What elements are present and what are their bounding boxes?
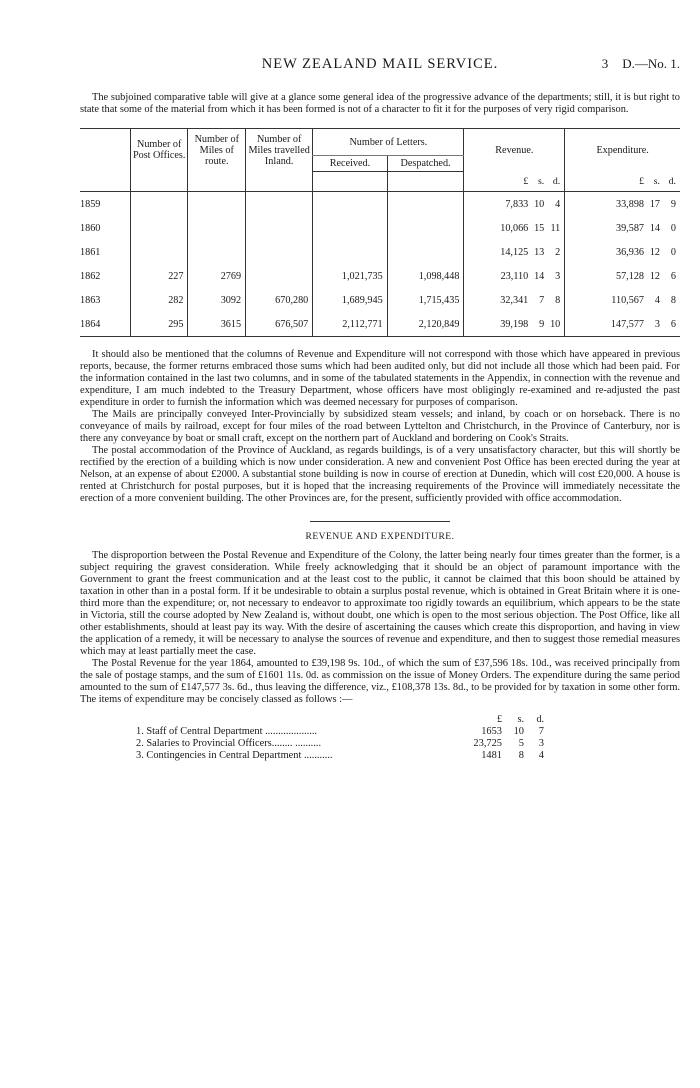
received-cell: 2,112,771 xyxy=(313,312,387,337)
miles-route-cell: 3615 xyxy=(188,312,246,337)
received-cell: 1,021,735 xyxy=(313,264,387,288)
received-cell: 1,689,945 xyxy=(313,288,387,312)
table-row xyxy=(80,192,680,217)
offices-cell xyxy=(130,192,188,217)
miles-travelled-cell xyxy=(246,216,313,240)
table-row xyxy=(80,264,680,288)
miles-route-cell xyxy=(188,192,246,217)
revenue-header: Revenue. xyxy=(464,129,565,172)
miles-travelled-header: Number of Miles travelled Inland. xyxy=(246,129,313,172)
year-cell: 1859 xyxy=(80,198,101,210)
list-item xyxy=(80,750,680,762)
miles-travelled-cell xyxy=(246,192,313,217)
table-row xyxy=(80,240,680,264)
revenue-cell: 32,341 7 8 xyxy=(464,288,565,312)
miles-route-cell: 3092 xyxy=(188,288,246,312)
comparative-table xyxy=(80,128,680,337)
despatched-cell: 1,715,435 xyxy=(387,288,464,312)
miles-travelled-cell xyxy=(246,240,313,264)
body-text xyxy=(80,349,680,505)
table-body xyxy=(80,192,680,337)
miles-route-cell: 2769 xyxy=(188,264,246,288)
item-amount: 23,725 5 3 xyxy=(473,738,544,749)
year-cell: 1860 xyxy=(80,222,101,234)
offices-cell: 227 xyxy=(130,264,188,288)
section-title: REVENUE AND EXPENDITURE. xyxy=(305,532,455,542)
year-cell: 1864 xyxy=(80,312,130,337)
offices-cell xyxy=(130,216,188,240)
miles-route-header: Number of Miles of route. xyxy=(188,129,246,172)
document-reference: D.—No. 1. xyxy=(622,56,680,71)
despatched-cell xyxy=(387,240,464,264)
expenditure-cell: 147,577 3 6 xyxy=(565,312,680,337)
revenue-cell: 14,125 13 2 xyxy=(464,240,565,264)
expenditure-cell: 36,936 12 0 xyxy=(565,240,680,264)
item-amount: 1481 8 4 xyxy=(481,750,544,761)
expenditure-cell: 33,898 17 9 xyxy=(565,192,680,217)
page-number: 3 xyxy=(601,56,609,71)
offices-cell: 282 xyxy=(130,288,188,312)
offices-cell: 295 xyxy=(130,312,188,337)
year-cell: 1863 xyxy=(80,294,101,306)
year-cell: 1862 xyxy=(80,270,101,282)
units-row: £ s. d. £ s. d. xyxy=(80,172,680,192)
intro-paragraph: The subjoined comparative table will give at a glance some general idea of the progressive advance of the departments; still, it is but right to state that some of the material from which it has been formed is not of a character to fit it for the purposes of very rigid comparison. xyxy=(80,92,680,115)
paragraph: The Postal Revenue for the year 1864, amounted to £39,198 9s. 10d., of which the sum of £37,596 18s. 10d., was received principally from the sale of postage stamps, and the sum of £1601 11s. 0d. as commission on the issue of Money Orders. The expenditure during the same period amounted to the sum of £147,577 3s. 6d., thus leaving the difference, viz., £108,378 13s. 8d., to be provided for by taxation in some other form. The items of expenditure may be concisely classed as follows :— xyxy=(80,658,680,705)
received-cell xyxy=(313,216,387,240)
paragraph: The disproportion between the Postal Revenue and Expenditure of the Colony, the latter being nearly four times greater than the former, is a subject requiring the gravest consideration. While freely acknowledging that it should be an object of paramount importance with the Government to grant the freest communication and at the least cost to the public, it cannot be claimed that this boon should be attained by taxation in other than in a postal form. If it be undesirable to obtain a surplus postal revenue, which is obtained in Great Britain where it is one-third more than the expenditure; or, not necessary to endeavor to approximate too rigidly towards an equilibrium, which appears to be the state in Victoria, still the course adopted by New Zealand is, without doubt, one which is open to the most serious objection. The Post Office, like all other establishments, should at least pay its way. With the desire of ascertaining the causes which create this disproportion, and having in view the application of a remedy, it will be necessary to analyse the sources of revenue and expenditure, and then to suggest those remedial measures which may at least partially meet the case. xyxy=(80,550,680,657)
item-label: 3. Contingencies in Central Department ........... xyxy=(136,750,333,761)
despatched-header: Despatched. xyxy=(387,156,464,172)
page-header xyxy=(80,56,680,80)
despatched-cell xyxy=(387,216,464,240)
despatched-cell: 2,120,849 xyxy=(387,312,464,337)
revenue-cell: 23,110 14 3 xyxy=(464,264,565,288)
expenditure-items xyxy=(80,714,680,762)
expenditure-header: Expenditure. xyxy=(565,129,680,172)
page-ref xyxy=(602,56,680,72)
table-row xyxy=(80,312,680,337)
list-item xyxy=(80,738,680,750)
expenditure-cell: 110,567 4 8 xyxy=(565,288,680,312)
miles-route-cell xyxy=(188,240,246,264)
paragraph: The Mails are principally conveyed Inter-Provincially by subsidized steam vessels; and inland, by coach or on horseback. There is no conveyance of mails by railroad, except for four miles of the road between Lyttelton and Christchurch, in the Province of Canterbury, nor is there any conveyance by boat or small craft, except on the northern part of Auckland and bordering on Cook's Straits. xyxy=(80,409,680,444)
table-row xyxy=(80,288,680,312)
paragraph: The postal accommodation of the Province of Auckland, as regards buildings, is of a very unsatisfactory character, but this will shortly be rectified by the erection of a building which is now under consideration. A new and convenient Post Office has been erected during the year at Nelson, at an expense of about £2000. A substantial stone building is now in course of erection at Dunedin, which will cost £20,000. A house is rented at Christchurch for postal purposes, but it is hoped that the increasing requirements of the Province will immediately necessitate the erection of a more convenient building. The other Provinces are, for the present, sufficiently provided with office accommodation. xyxy=(80,445,680,504)
section-divider xyxy=(310,521,450,522)
year-cell: 1861 xyxy=(80,246,101,258)
list-item xyxy=(80,726,680,738)
despatched-cell: 1,098,448 xyxy=(387,264,464,288)
table-row xyxy=(80,216,680,240)
received-header: Received. xyxy=(313,156,387,172)
paragraph: It should also be mentioned that the columns of Revenue and Expenditure will not correspond with those which have appeared in previous reports, because, the former returns embraced those sums which had been audited only, but did not include all those which had been paid. For the information contained in the last two columns, and in some of the tabulated statements in the Appendix, in connection with the revenue and expenditure, I am much indebted to the Treasury Department, whose officers have most obligingly re-examined and re-adjusted the past expenditure in order to furnish the information which was deemed necessary for purposes of comparison. xyxy=(80,349,680,408)
offices-header: Number of Post Offices. xyxy=(130,129,188,172)
page-title: NEW ZEALAND MAIL SERVICE. xyxy=(261,56,499,72)
item-amount: 1653 10 7 xyxy=(481,726,544,737)
expenditure-cell: 57,128 12 6 xyxy=(565,264,680,288)
revenue-cell: 39,198 9 10 xyxy=(464,312,565,337)
expenditure-cell: 39,587 14 0 xyxy=(565,216,680,240)
revenue-cell: 10,066 15 11 xyxy=(464,216,565,240)
revenue-cell: 7,833 10 4 xyxy=(464,192,565,217)
received-cell xyxy=(313,240,387,264)
item-label: 1. Staff of Central Department .................... xyxy=(136,726,318,737)
miles-travelled-cell xyxy=(246,264,313,288)
document-page xyxy=(80,56,680,762)
received-cell xyxy=(313,192,387,217)
list-units: £ s. d. xyxy=(497,714,544,725)
item-label: 2. Salaries to Provincial Officers........ .......... xyxy=(136,738,322,749)
miles-travelled-cell: 676,507 xyxy=(246,312,313,337)
despatched-cell xyxy=(387,192,464,217)
offices-cell xyxy=(130,240,188,264)
letters-header: Number of Letters. xyxy=(313,129,464,156)
miles-route-cell xyxy=(188,216,246,240)
year-column-header xyxy=(80,129,130,172)
miles-travelled-cell: 670,280 xyxy=(246,288,313,312)
